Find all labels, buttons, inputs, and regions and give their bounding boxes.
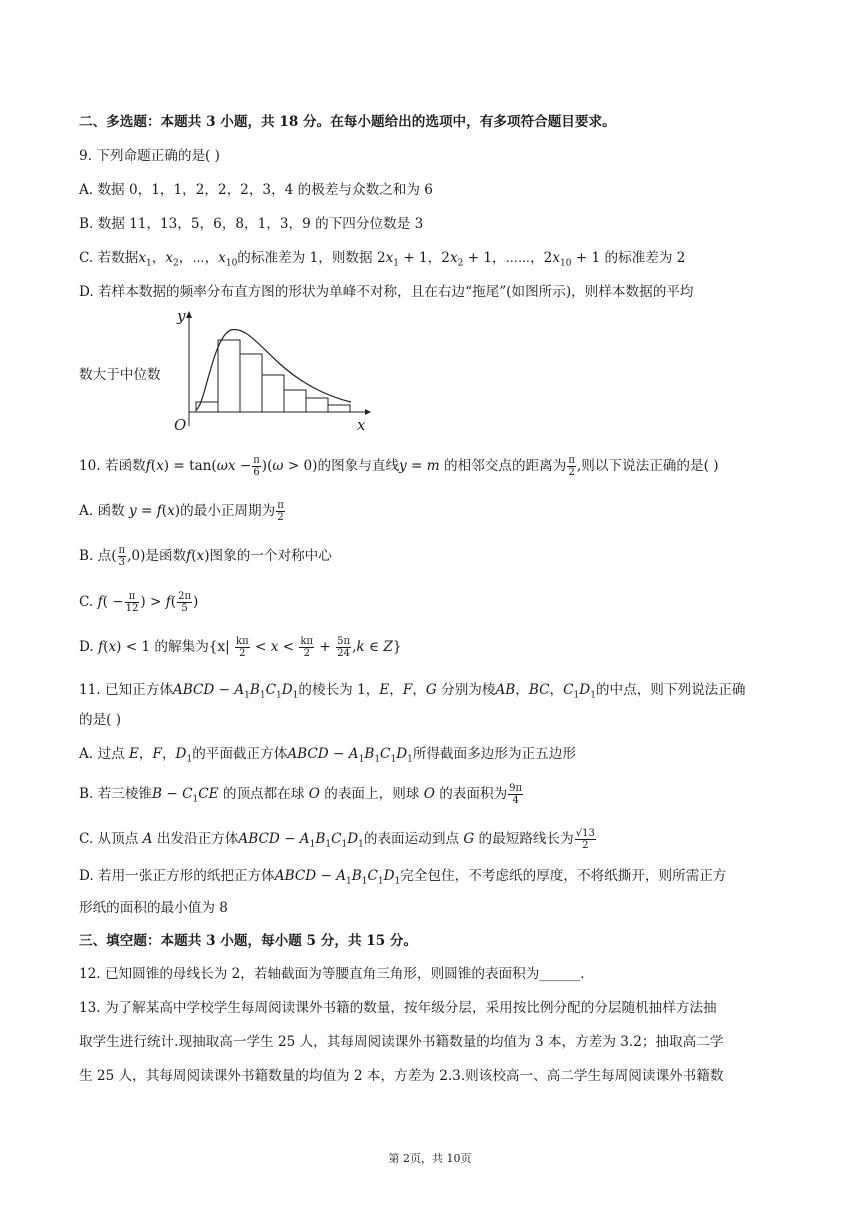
question-10-option-a: A. 函数 y = f(x)的最小正周期为 $\frac{\pi}{2}$ [79,500,284,523]
q11-b-mid2: 的表面上，则球 [324,786,420,802]
histogram-figure [165,306,375,440]
question-13-line-1: 13. 为了解某高中学校学生每周阅读课外书籍的数量，按年级分层，采用按比例分配的分层随机抽样方法抽 [79,1000,717,1016]
q10-c-prefix: C. [79,594,94,610]
q11-b-prefix: B. 若三棱锥 [79,786,153,802]
question-10-option-b: B. 点( $\frac{\pi}{3}$ ,0)是函数f(x)图象的一个对称中心 [79,545,332,568]
question-11-option-d-continued: 形纸的面积的最小值为 8 [79,900,228,916]
q11-a-prefix: A. 过点 [79,746,125,762]
question-11-option-c: C. 从顶点 A 出发沿正方体ABCD − $A_1B_1C_1D_1$的表面运动到点 G 的最短路线长为 $\frac{√13}{2}$ [79,828,595,851]
question-10-stem: 10. 若函数f(x) = tan(ωx − $\frac{\pi}{6}$ )(ω > 0)的图象与直线y = m 的相邻交点的距离为 $\frac{\pi}{2}$ ,则以下说法正确的是( ) [79,455,719,478]
x-axis-label: x [357,416,366,434]
histogram-bar [328,405,350,412]
q11-b-mid: 的顶点都在球 [222,786,305,802]
question-10-option-c: C. f( − $\frac{\pi}{12}$ ) > f( $\frac{2\pi}{5}$ ) [79,591,199,614]
origin-label: O [174,416,187,434]
y-axis-label: y [177,307,186,325]
q11-b-suffix: 的表面积为 [439,786,508,802]
question-11-stem-continued: 的是( ) [79,712,122,728]
q10-d-mid: 的解集为{x| [154,639,230,655]
q11-d-prefix: D. 若用一张正方形的纸把正方体 [79,868,275,884]
x-axis-arrow [365,409,371,415]
question-11-option-b: B. 若三棱锥$B - C_1CE$ 的顶点都在球 O 的表面上，则球 O 的表面积为 $\frac{9\pi}{4}$ [79,783,523,806]
section-heading-fill-in: 三、填空题：本题共 3 小题，每小题 5 分，共 15 分。 [79,933,418,949]
q10-d-prefix: D. [79,639,94,655]
q11-a-mid: 的平面截正方体 [192,746,288,762]
question-11-option-a: A. 过点 E，F，$D_1$的平面截正方体ABCD − $A_1B_1C_1D_1$所得截面多边形为正五边形 [79,746,576,765]
question-13-line-3: 生 25 人，其每周阅读课外书籍数量的均值为 2 本，方差为 2.3.则该校高一、高二学生每周阅读课外书籍数 [79,1068,724,1084]
q11-a-suffix: 所得截面多边形为正五边形 [412,746,576,762]
q11-stem-prefix: 11. 已知正方体 [79,682,173,698]
q10-a-suffix: 的最小正周期为 [180,503,276,519]
q10-a-prefix: A. 函数 [79,503,125,519]
question-9-option-a: A. 数据 0，1，1，2，2，2，3，4 的极差与众数之和为 6 [79,182,433,198]
q10-b-end: 图象的一个对称中心 [209,548,332,564]
q11-d-suffix: 完全包住，不考虑纸的厚度，不将纸撕开，则所需正方 [400,868,727,884]
q10-b-suffix: ,0)是函数 [127,548,187,564]
q11-stem-suffix: 的中点，则下列说法正确 [595,682,746,698]
question-9-option-b: B. 数据 11，13，5，6，8，1，3，9 的下四分位数是 3 [79,216,424,232]
histogram-bar [218,340,240,412]
question-9-stem: 9. 下列命题正确的是( ) [79,148,220,164]
histogram-bar [262,375,284,412]
q10-stem-prefix: 10. 若函数 [79,458,146,474]
q10-stem-suffix: ,则以下说法正确的是( ) [576,458,719,474]
section-heading-multiple-choice: 二、多选题：本题共 3 小题，共 18 分。在每小题给出的选项中，有多项符合题目要求。 [79,114,616,130]
q11-c-suffix: 的最短路线长为 [478,831,574,847]
question-9-option-d: D. 若样本数据的频率分布直方图的形状为单峰不对称，且在右边“拖尾”(如图所示)，则样本数据的平均 [79,284,694,300]
question-12: 12. 已知圆锥的母线长为 2，若轴截面为等腰直角三角形，则圆锥的表面积为______. [79,966,585,982]
histogram-bar [240,354,262,412]
q9-c-suffix: 的标准差为 2 [600,250,686,266]
q11-c-mid2: 的表面运动到点 [363,831,460,847]
question-11-stem: 11. 已知正方体ABCD − $A_1B_1C_1D_1$的棱长为 1，E，F，G 分别为棱AB，BC，$C_1D_1$的中点，则下列说法正确 [79,682,746,701]
question-10-option-d: D. f(x) < 1 的解集为{x| $\frac{k\pi}{2}$ < x < $\frac{k\pi}{2}$ + $\frac{5\pi}{24}$ ,k ∈ Z} [79,636,402,659]
q11-stem-mid2: 分别为棱 [441,682,496,698]
q10-b-prefix: B. 点( [79,548,117,564]
q11-c-prefix: C. 从顶点 [79,831,139,847]
question-11-option-d: D. 若用一张正方形的纸把正方体ABCD − $A_1B_1C_1D_1$完全包住，不考虑纸的厚度，不将纸撕开，则所需正方 [79,868,727,887]
y-axis-arrow [186,311,192,318]
q9-c-mid: 的标准差为 1，则数据 [237,250,377,266]
histogram-bar [306,398,328,412]
question-9-option-c: C. 若数据$x_1$，$x_2$，⋯，$x_{10}$的标准差为 1，则数据 $2x_1 + 1$，$2x_2 + 1$，⋯⋯，$2x_{10} + 1$ 的标准差为 2 [79,250,686,269]
question-9-option-d-continued: 数大于中位数 [79,367,161,383]
histogram-svg [165,306,375,436]
q11-c-mid: 出发沿正方体 [156,831,239,847]
q11-stem-mid: 的棱长为 1， [298,682,380,698]
page-footer: 第 2页，共 10页 [388,1152,472,1165]
histogram-bar [284,390,306,412]
question-13-line-2: 取学生进行统计.现抽取高一学生 25 人，其每周阅读课外书籍数量的均值为 3 本，方差为 3.2；抽取高二学 [79,1034,724,1050]
q10-stem-mid2: 的相邻交点的距离为 [444,458,567,474]
q9-c-prefix: C. 若数据 [79,250,139,266]
q10-stem-mid: 的图象与直线 [317,458,400,474]
